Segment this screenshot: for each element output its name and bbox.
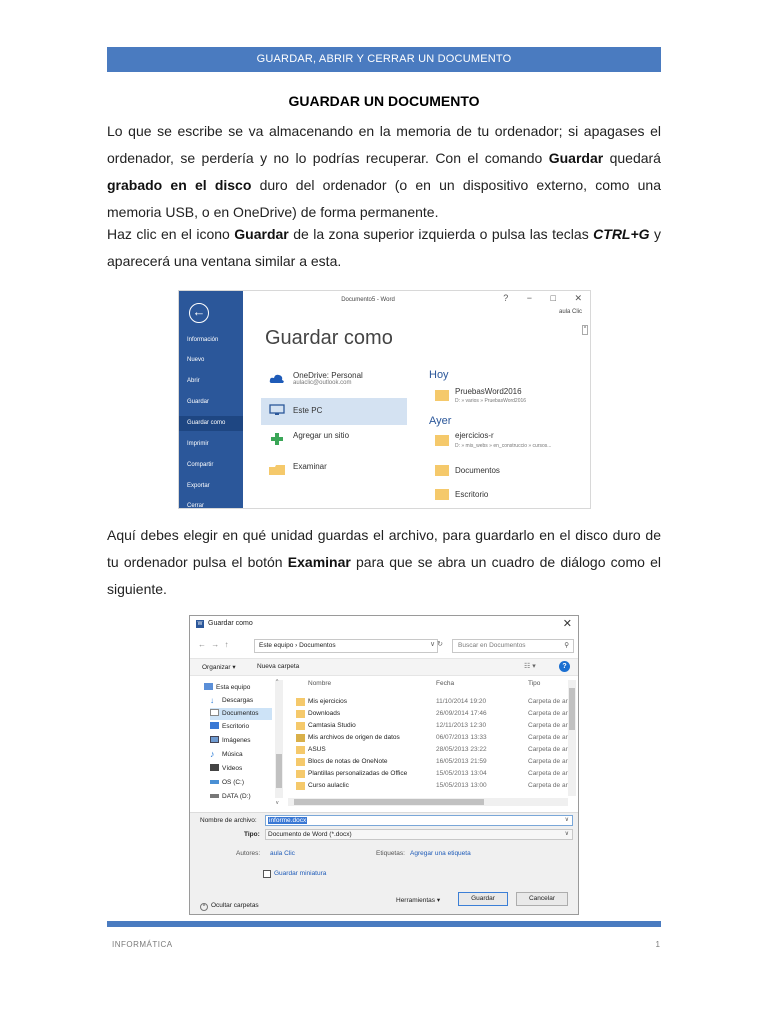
save-button[interactable]: Guardar bbox=[458, 892, 508, 906]
search-icon: ⚲ bbox=[564, 642, 569, 649]
scroll-up-icon[interactable]: ^ bbox=[582, 325, 588, 335]
refresh-icon[interactable]: ∨ ↻ bbox=[430, 641, 443, 648]
table-row[interactable]: Curso aulaclic 15/05/2013 13:00 Carpeta de ar bbox=[288, 780, 578, 792]
p1-bold-grabado: grabado en el disco bbox=[107, 177, 252, 193]
backstage-sidebar bbox=[179, 291, 243, 509]
address-bar[interactable] bbox=[254, 639, 438, 653]
location-label: Agregar un sitio bbox=[293, 431, 350, 440]
type-label: Tipo: bbox=[244, 831, 260, 838]
recent-yesterday-heading: Ayer bbox=[429, 415, 452, 427]
p2-text-2: de la zona superior izquierda o pulsa las teclas bbox=[288, 226, 594, 242]
p3-text-1: Aquí debes elegir en qué unidad guardas el archivo, para guardarlo en el disco duro de tu ordenador pulsa el botón bbox=[107, 527, 661, 570]
backstage-menu-nuevo[interactable]: Nuevo bbox=[187, 357, 205, 363]
folder-icon bbox=[296, 722, 305, 730]
folder-icon bbox=[269, 464, 285, 476]
help-icon[interactable]: ? bbox=[559, 661, 570, 672]
folder-icon bbox=[296, 698, 305, 706]
drive-icon bbox=[210, 780, 219, 784]
chevron-down-icon: ∨ bbox=[564, 831, 569, 837]
tree-item-imagenes[interactable]: Imágenes bbox=[210, 735, 251, 747]
download-icon: ↓ bbox=[210, 696, 214, 705]
computer-icon bbox=[204, 683, 213, 690]
tags-label: Etiquetas: bbox=[376, 850, 405, 857]
hide-folders-label: Ocultar carpetas bbox=[211, 902, 259, 909]
column-header-nombre[interactable]: Nombre bbox=[308, 680, 332, 687]
backstage-menu-exportar[interactable]: Exportar bbox=[187, 483, 210, 489]
paragraph-examinar bbox=[107, 522, 661, 603]
page-header: GUARDAR, ABRIR Y CERRAR UN DOCUMENTO bbox=[107, 47, 661, 72]
organize-button[interactable]: Organizar ▾ bbox=[202, 664, 236, 671]
hide-folders-button[interactable] bbox=[200, 902, 259, 911]
data-source-icon bbox=[296, 734, 305, 742]
view-options-icon[interactable]: ☷ ▾ bbox=[524, 663, 536, 670]
tree-item-documentos[interactable]: Documentos bbox=[210, 708, 272, 720]
table-row[interactable]: Blocs de notas de OneNote 16/05/2013 21:59 Carpeta de ar bbox=[288, 756, 578, 768]
table-row[interactable]: Plantillas personalizadas de Office 15/05/2013 13:04 Carpeta de ar bbox=[288, 768, 578, 780]
paragraph-intro bbox=[107, 118, 661, 226]
file-list bbox=[288, 674, 578, 810]
backstage-menu-guardar-como[interactable]: Guardar como bbox=[179, 416, 243, 431]
backstage-menu-informacion[interactable]: Información bbox=[187, 337, 219, 343]
plus-icon bbox=[269, 433, 285, 445]
folder-icon bbox=[435, 489, 449, 500]
tree-item-os-c[interactable]: OS (C:) bbox=[210, 777, 244, 789]
filename-label: Nombre de archivo: bbox=[200, 817, 257, 824]
tools-dropdown[interactable]: Herramientas ▾ bbox=[396, 897, 441, 904]
table-row[interactable]: ASUS 28/05/2013 23:22 Carpeta de ar bbox=[288, 744, 578, 756]
dialog-titlebar bbox=[190, 616, 579, 632]
scroll-up-icon[interactable]: ^ bbox=[276, 679, 279, 685]
authors-label: Autores: bbox=[236, 850, 261, 857]
p2-bold-shortcut: CTRL+G bbox=[593, 226, 650, 242]
location-label: OneDrive: Personal bbox=[293, 371, 363, 380]
location-este-pc[interactable] bbox=[261, 398, 407, 425]
page-number: 1 bbox=[655, 940, 660, 949]
p1-bold-guardar: Guardar bbox=[548, 150, 604, 166]
location-onedrive[interactable] bbox=[265, 367, 410, 394]
p1-text-2: quedará bbox=[603, 150, 661, 166]
search-input[interactable] bbox=[452, 639, 574, 653]
nav-arrows-icon[interactable]: ← → ↑ bbox=[198, 640, 229, 649]
backstage-heading: Guardar como bbox=[265, 327, 393, 349]
computer-icon bbox=[269, 404, 285, 416]
window-title: Documento5 - Word bbox=[341, 297, 395, 303]
thumbnail-label: Guardar miniatura bbox=[274, 870, 327, 877]
drive-icon bbox=[210, 794, 219, 798]
location-sub: aulaclic@outlook.com bbox=[293, 380, 352, 386]
user-name[interactable]: aula Clic bbox=[558, 309, 582, 315]
cancel-button[interactable]: Cancelar bbox=[516, 892, 568, 906]
folder-documentos[interactable]: Documentos bbox=[455, 466, 500, 475]
folder-icon bbox=[435, 465, 449, 476]
new-folder-button[interactable]: Nueva carpeta bbox=[257, 663, 300, 670]
folder-icon bbox=[435, 435, 449, 446]
authors-value[interactable]: aula Clic bbox=[270, 850, 295, 857]
folder-escritorio[interactable]: Escritorio bbox=[455, 490, 489, 499]
table-row[interactable]: Downloads 26/09/2014 17:46 Carpeta de ar bbox=[288, 708, 578, 720]
tree-item-esta-equipo[interactable]: Esta equipo bbox=[204, 682, 250, 694]
filename-input[interactable] bbox=[265, 815, 573, 826]
footer-subject: INFORMÁTICA bbox=[112, 940, 173, 949]
chevron-down-icon[interactable]: ∨ bbox=[564, 817, 569, 823]
folder-icon bbox=[296, 710, 305, 718]
location-label: Este PC bbox=[293, 406, 323, 415]
table-row[interactable]: Mis archivos de origen de datos 06/07/2013 13:33 Carpeta de ar bbox=[288, 732, 578, 744]
paragraph-instructions bbox=[107, 221, 661, 275]
desktop-icon bbox=[210, 722, 219, 729]
navigation-tree bbox=[190, 680, 286, 810]
p2-bold-guardar: Guardar bbox=[234, 226, 289, 242]
p1-text-1: Lo que se escribe se va almacenando en la memoria de tu ordenador; si apagases el ordenador, se perdería y no lo podrías recuperar. Con el comando bbox=[107, 123, 661, 166]
p2-text-1: Haz clic en el icono bbox=[107, 226, 235, 242]
table-row[interactable]: Mis ejercicios 11/10/2014 19:20 Carpeta de ar bbox=[288, 696, 578, 708]
list-hscroll-thumb[interactable] bbox=[294, 799, 484, 805]
location-label: Examinar bbox=[293, 462, 327, 471]
tree-item-videos[interactable]: Vídeos bbox=[210, 763, 242, 775]
backstage-menu-imprimir[interactable]: Imprimir bbox=[187, 441, 209, 447]
backstage-menu-guardar[interactable]: Guardar bbox=[187, 399, 210, 405]
column-header-tipo[interactable]: Tipo bbox=[528, 680, 541, 687]
backstage-menu-abrir[interactable]: Abrir bbox=[187, 378, 200, 384]
p1-text-3: duro del ordenador (o en un dispositivo externo, como una memoria USB, o en OneDrive) de forma permanente. bbox=[107, 177, 661, 220]
thumbnail-checkbox[interactable] bbox=[263, 870, 271, 878]
folder-icon bbox=[296, 758, 305, 766]
collapse-icon: ^ bbox=[200, 903, 208, 911]
backstage-menu-compartir[interactable]: Compartir bbox=[187, 462, 214, 468]
folder-icon bbox=[435, 390, 449, 401]
music-icon: ♪ bbox=[210, 749, 215, 759]
tree-item-data-d[interactable]: DATA (D:) bbox=[210, 791, 251, 803]
column-header-fecha[interactable]: Fecha bbox=[436, 680, 455, 687]
save-as-dialog bbox=[189, 615, 579, 915]
recent-folder-path: D: » mis_webs » en_construccio » cursos... bbox=[455, 443, 552, 449]
folder-icon bbox=[296, 746, 305, 754]
file-type-value: Documento de Word (*.docx) bbox=[268, 831, 352, 838]
backstage-menu-cerrar[interactable]: Cerrar bbox=[187, 503, 205, 509]
window-controls[interactable]: ? − □ ✕ bbox=[503, 293, 582, 303]
document-icon bbox=[210, 709, 219, 716]
search-placeholder: Buscar en Documentos bbox=[458, 642, 526, 649]
footer-bar bbox=[107, 921, 661, 927]
tags-input[interactable]: Agregar una etiqueta bbox=[410, 850, 471, 857]
close-icon[interactable]: ✕ bbox=[562, 618, 572, 630]
recent-today-heading: Hoy bbox=[429, 369, 449, 381]
list-scroll-thumb[interactable] bbox=[569, 688, 575, 730]
video-icon bbox=[210, 764, 219, 771]
folder-icon bbox=[296, 770, 305, 778]
folder-icon bbox=[296, 782, 305, 790]
location-agregar-sitio[interactable] bbox=[265, 427, 410, 454]
image-icon bbox=[210, 736, 219, 743]
location-examinar[interactable] bbox=[265, 458, 410, 485]
back-arrow-icon[interactable]: ← bbox=[189, 303, 209, 323]
cloud-icon bbox=[269, 373, 285, 385]
tree-scroll-thumb[interactable] bbox=[276, 754, 282, 788]
filename-value: informe.docx bbox=[269, 817, 307, 824]
tree-item-descargas[interactable]: ↓ Descargas bbox=[210, 696, 254, 705]
p2-text-3: y aparecerá una ventana similar a esta. bbox=[107, 226, 661, 269]
tree-item-escritorio[interactable]: Escritorio bbox=[210, 721, 249, 733]
address-path: Este equipo › Documentos bbox=[259, 642, 336, 649]
tree-item-musica[interactable]: ♪ Música bbox=[210, 749, 243, 759]
word-backstage-screenshot bbox=[178, 290, 591, 509]
table-row[interactable]: Camtasia Studio 12/11/2013 12:30 Carpeta de ar bbox=[288, 720, 578, 732]
file-type-select[interactable] bbox=[265, 829, 573, 840]
recent-folder-path: D: » varios » PruebasWord2016 bbox=[455, 398, 527, 404]
p3-text-2: para que se abra un cuadro de diálogo como el siguiente. bbox=[107, 554, 661, 597]
scroll-down-icon[interactable]: v bbox=[276, 800, 279, 806]
section-title: GUARDAR UN DOCUMENTO bbox=[288, 93, 480, 109]
recent-folder-name[interactable]: ejercicios-r bbox=[455, 431, 494, 440]
save-options-panel bbox=[190, 812, 579, 915]
recent-folder-name[interactable]: PruebasWord2016 bbox=[455, 387, 522, 396]
word-icon: W bbox=[197, 621, 203, 627]
dialog-title: Guardar como bbox=[208, 620, 253, 627]
p3-bold-examinar: Examinar bbox=[287, 554, 351, 570]
